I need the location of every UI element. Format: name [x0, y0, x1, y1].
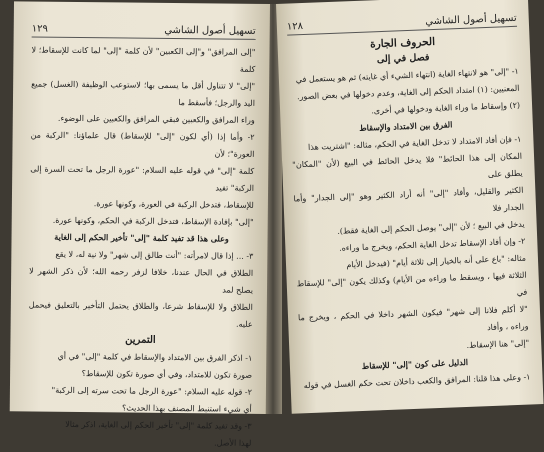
body-line: ٢- وإن أفاد الإسقاط تدخل الغاية الحكم، ويخرج ما وراءه. [338, 236, 526, 253]
body-line: ١- فإن أفاد الامتداد لا تدخل الغاية في الحكم، مثاله: "اشتريت هذا [307, 134, 522, 152]
body-line: "لا أكلم فلانا إلى شهر" فيكون الشهر داخلا في الحكم ، ويخرج ما وراءه ، وأفاد [297, 304, 529, 333]
body-line-heading: الدليل على كون "إلى" للإسقاط [361, 356, 469, 371]
chapter-title: فصل في إلى [376, 52, 430, 66]
left-page-number: ١٢٩ [31, 23, 48, 35]
exercise-line: ١- اذكر الفرق بين الامتداد والإسقاط في كلمة "إلى" في أي [57, 351, 253, 363]
body-line-heading: وعلى هذا قد تفيد كلمة "إلى" تأخير الحكم إلى الغاية [54, 231, 229, 244]
left-page [10, 1, 270, 448]
right-page-number: ١٢٨ [286, 20, 304, 33]
open-book [14, 4, 531, 448]
body-line: ١- وعلى هذا قلنا: المرافق والكعب داخلان تحت حكم الغسل في قوله [303, 372, 531, 391]
body-line: الطلاق ولا للإسقاط شرعا، والطلاق يحتمل التأخير بالتعليق فيحمل عليه. [28, 300, 253, 329]
body-line: ٣- ... إذا قال لامرأته: "أنت طالق إلى شهر" ولا نية له، لا يقع [55, 249, 254, 261]
body-line: (٢) وإسقاط ما وراء الغاية ودخولها في أخرى. [371, 100, 521, 116]
exercise-line: أي شيء استنبط المصنف بهذا الحديث؟ [122, 403, 252, 414]
body-line: وراء المرافق والكعبين فبقي المرافق والكعبين على الوضوء. [57, 113, 255, 125]
body-line: "إلى" هنا الإسقاط. [466, 338, 530, 350]
body-line: المعنيين: (١) امتداد الحكم إلى الغاية، وعدم دخولها في بعض الصور. [296, 83, 520, 102]
left-page-header-title: تسهيل أصول الشاشي [164, 24, 256, 37]
exercises-title: التمرين [125, 334, 156, 346]
body-line: "إلى" لا تتناول أقل ما يسمى بها؛ لاستوعب الوظيفة (الغسل) جميع اليد والرجل؛ فأسقط ما [31, 79, 256, 108]
body-line: الثلاثة فيها ، ويسقط ما وراءه من الأيام) وكذلك يكون "إلى" للإسقاط في [296, 270, 528, 297]
body-line: مثاله: "باع على أنه بالخيار إلى ثلاثة أيام" (فيدخل الأيام [346, 253, 527, 270]
body-line: للإسقاط، فتدخل الركبة في العورة، وكونها عورة. [93, 199, 254, 210]
right-page [276, 0, 544, 414]
body-line: "إلى المرافق" و"إلى الكعبين" لأن كلمة "إلى" لما كانت للإسقاط؛ لا كلمة [31, 45, 256, 74]
exercise-line: صورة تكون للامتداد، وفي أي صورة تكون للإسقاط؟ [81, 369, 253, 380]
exercise-line: ٣- وقد تفيد كلمة "إلى" تأخير الحكم إلى الغاية، اذكر مثالا [65, 419, 252, 431]
body-line: الكثير والقليل، وأفاد "إلى" أنه أراد الكثير وهو "إلى الجدار" وأما الجدار فلا [293, 185, 525, 213]
right-page-body [287, 31, 530, 395]
body-line: الطلاق في الحال عندنا، خلافا لزفر رحمه الله؛ لأن ذكر الشهر لا يصلح لمد [29, 266, 254, 295]
exercise-line: ٢- قوله عليه السلام: "عورة الرجل ما تحت سرته إلى الركبة" [51, 385, 252, 397]
section-title: الحروف الجارة [369, 35, 436, 51]
right-page-header-title: تسهيل أصول الشاشي [425, 12, 517, 28]
left-page-header [32, 24, 256, 40]
body-line: "إلى" بإفادة الإسقاط، فتدخل الركبة في الحكم، وكونها عورة. [52, 215, 254, 227]
body-line: المكان إلى هذا الحائط" فلا يدخل الحائط في البيع (لأن "المكان" يطلق على [292, 151, 523, 179]
left-page-body [27, 42, 255, 452]
body-line: يدخل في البيع ؛ لأن "إلى" يوصل الحكم إلى الغاية فقط). [337, 219, 525, 236]
body-line: ١- "إلى" هو لانتهاء الغاية (انتهاء الشيء أي غايته) ثم هو يستعمل في [295, 66, 519, 85]
body-line: كلمة "إلى" في قوله عليه السلام: "عورة الرجل ما تحت السرة إلى الركبة" تفيد [30, 164, 255, 193]
body-line: ٢- وأما إذا (أي لكون "إلى" للإسقاط) قال علماؤنا: "الركبة من العورة"؛ لأن [30, 130, 255, 159]
exercise-line: لهذا الأصل. [214, 438, 252, 448]
body-line-heading: الفرق بين الامتداد والإسقاط [359, 119, 453, 133]
